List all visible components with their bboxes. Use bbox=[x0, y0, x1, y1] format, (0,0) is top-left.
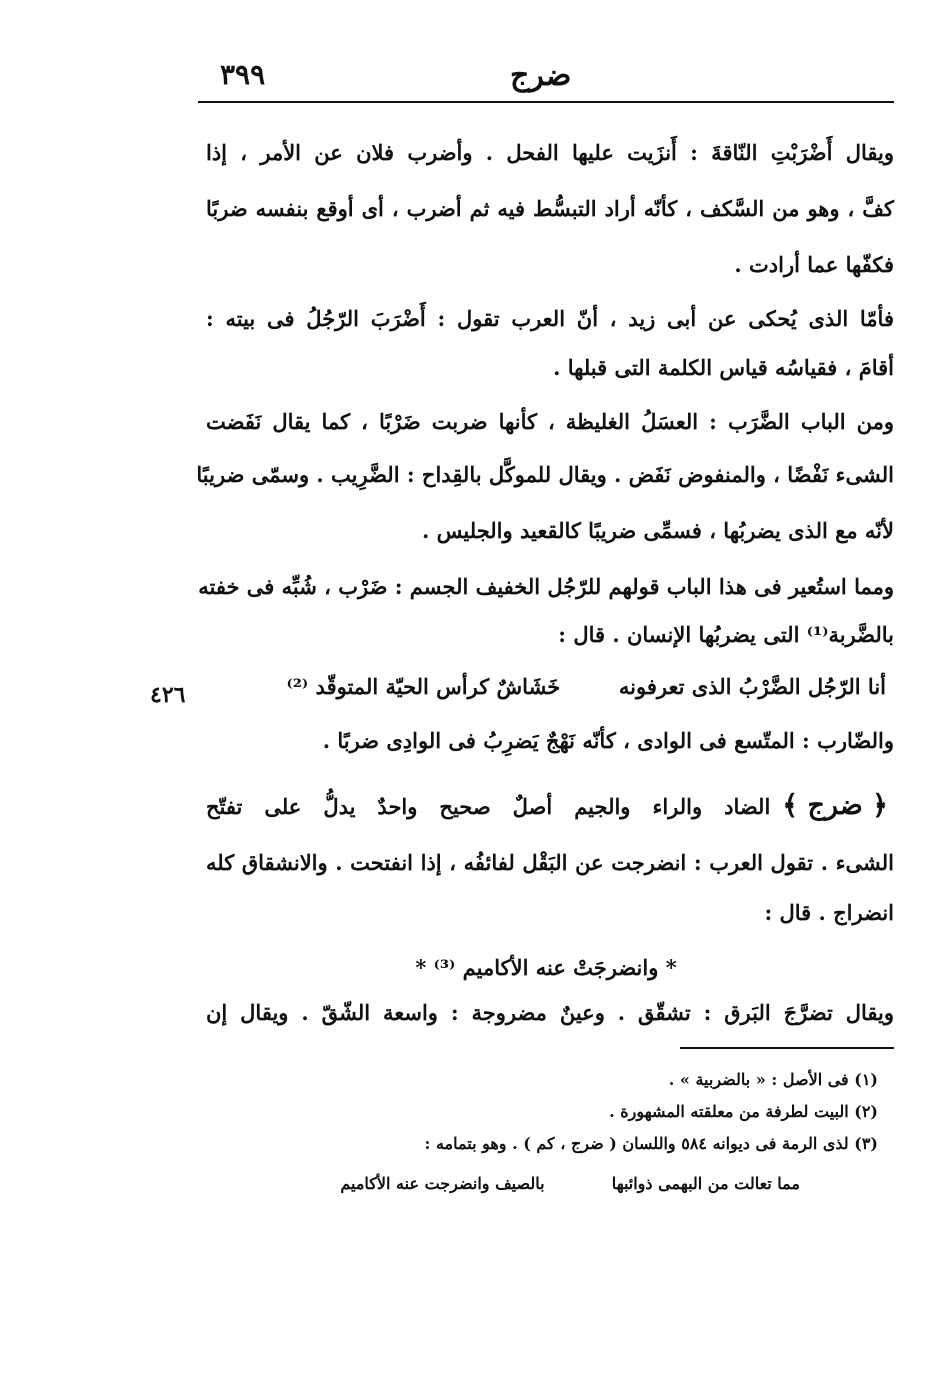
footnote-verse-first-hemistich: مما تعالت من البهمى ذوائبها bbox=[611, 1174, 800, 1193]
footnote-verse bbox=[260, 1174, 800, 1193]
header-rule bbox=[198, 101, 894, 103]
verse-2: * وانضرجَتْ عنه الأكاميم ⁽³⁾ * bbox=[415, 955, 677, 980]
entry-first-line-text: الضاد والراء والجيم أصلٌ صحيح واحدٌ يدلُّ على تفتّح bbox=[206, 794, 771, 819]
footnote-1: (١) فى الأصل : « بالضربية » . bbox=[668, 1070, 878, 1089]
entry-line-3: انضراج . قال : bbox=[764, 900, 894, 925]
footnote-verse-second-hemistich: بالصيف وانضرجت عنه الأكاميم bbox=[340, 1174, 545, 1193]
page-number: ٣٩٩ bbox=[220, 58, 266, 91]
entry-line-2: الشىء . تقول العرب : انضرجت عن البَقْل لفائفُه ، إذا انفتحت . والانشقاق كله bbox=[206, 850, 894, 875]
paragraph-2-line-2: أقامَ ، فقياسُه قياس الكلمة التى قبلها . bbox=[553, 355, 894, 380]
paragraph-1-line-1: ويقال أَضْرَبْتِ النّاقةَ : أَنزَيت عليها الفحل . وأضرب فلان عن الأمر ، إذا bbox=[206, 140, 894, 165]
entry-first-line bbox=[206, 792, 894, 819]
paragraph-2-line-1: فأمّا الذى يُحكى عن أبى زيد ، أنّ العرب تقول : أَضْرَبَ الرّجُلُ فى بيته : bbox=[206, 306, 894, 331]
paragraph-3-line-2: الشىء نَفْضًا ، والمنفوض نَفَض . ويقال للموكَّل بالقِداح : الضَّرِيب . وسمّى ضريبًا bbox=[196, 462, 894, 487]
footnote-rule bbox=[680, 1047, 894, 1049]
line-after-verse: والضّارب : المتّسع فى الوادى ، كأنّه نَهْجٌ يَضرِبُ فى الوادِى ضربًا . bbox=[322, 728, 894, 753]
entry-headword: ﴿ ضرج ﴾ bbox=[782, 790, 888, 821]
margin-page-reference: ٤٢٦ bbox=[150, 682, 186, 708]
verse-1-first-hemistich: أنا الرّجُل الضَّرْبُ الذى تعرفونه bbox=[618, 674, 886, 699]
running-head-root-word: ضرج bbox=[510, 58, 572, 93]
paragraph-1-line-2: كفَّ ، وهو من السَّكف ، كأنّه أراد التبسُّط فيه ثم أضرب ، أى أوقع بنفسه ضربًا bbox=[206, 196, 894, 221]
verse-1-second-hemistich: خَشَاشٌ كرأس الحيّة المتوقّد ⁽²⁾ bbox=[286, 674, 561, 699]
paragraph-1-line-3: فكفّها عما أرادت . bbox=[734, 252, 894, 277]
paragraph-3-line-1: ومن الباب الضَّرَب : العسَلُ الغليظة ، كأنها ضربت ضَرْبًا ، كما يقال نَفَضت bbox=[206, 409, 894, 434]
paragraph-3-line-3: لأنّه مع الذى يضربُها ، فسمِّى ضريبًا كالقعيد والجليس . bbox=[422, 518, 894, 543]
footnote-2: (٢) البيت لطرفة من معلقته المشهورة . bbox=[609, 1102, 878, 1121]
last-body-line: ويقال تضرَّجَ البَرق : تشقّق . وعينٌ مضروجة : واسعة الشّقّ . ويقال إن bbox=[206, 1000, 894, 1025]
paragraph-4-line-1: ومما استُعير فى هذا الباب قولهم للرّجُل الخفيف الجسم : ضَرْب ، شُبِّه فى خفته bbox=[198, 574, 894, 599]
footnote-3: (٣) لذى الرمة فى ديوانه ٥٨٤ واللسان ( ضرج ، كم ) . وهو بتمامه : bbox=[424, 1134, 878, 1153]
verse-1 bbox=[198, 674, 886, 699]
paragraph-4-line-2: بالضَّربة⁽¹⁾ التى يضربُها الإنسان . قال : bbox=[558, 622, 894, 647]
